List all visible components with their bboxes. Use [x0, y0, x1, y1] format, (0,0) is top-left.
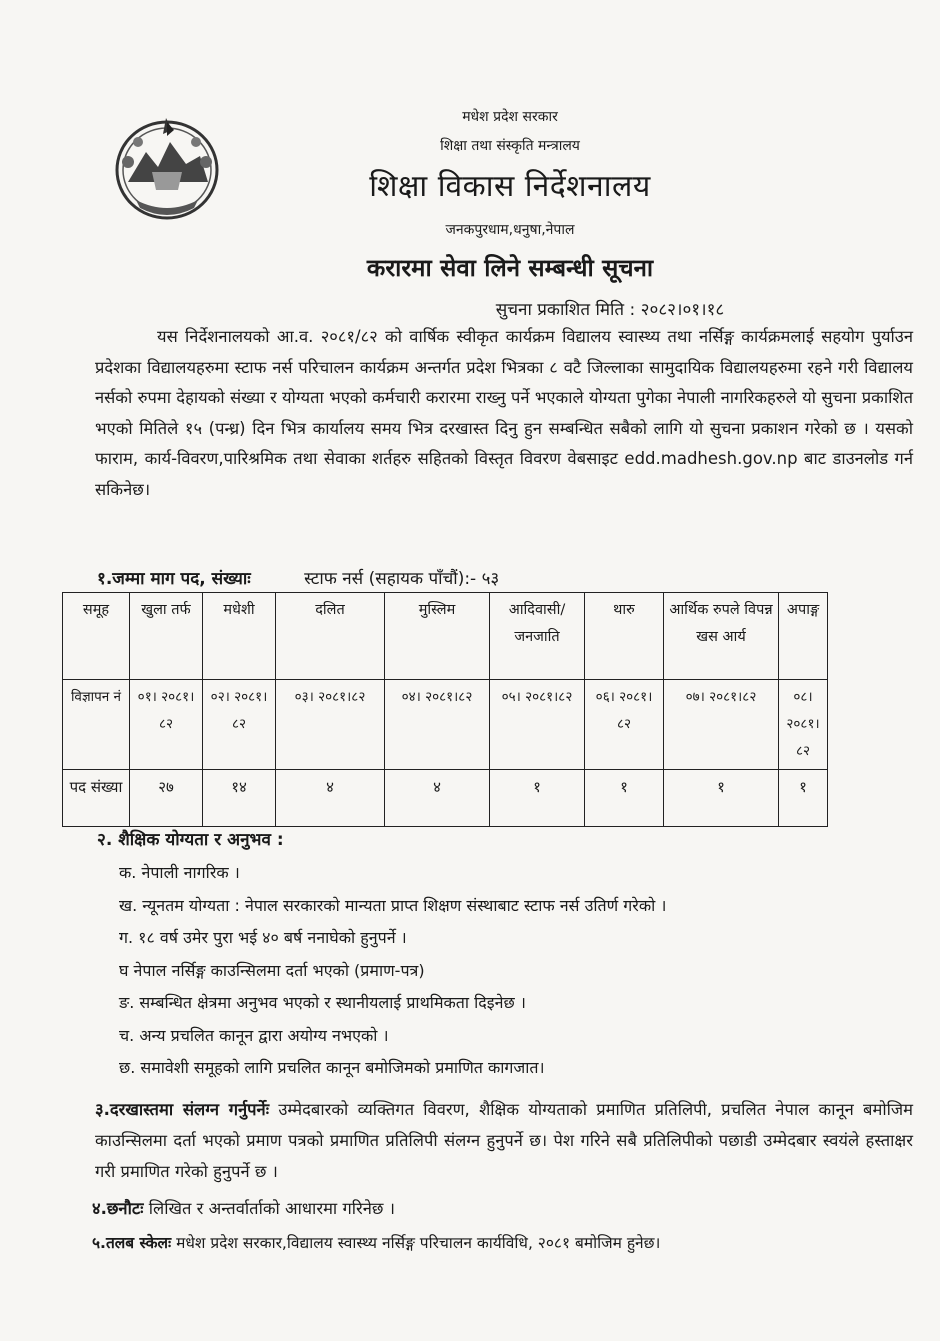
- table-row-label: पद संख्या: [63, 770, 130, 827]
- section5-text: मधेश प्रदेश सरकार,विद्यालय स्वास्थ्य नर्सिङ्ग परिचालन कार्यविधि, २०८१ बमोजिम हुनेछ।: [176, 1234, 661, 1252]
- table-cell: ४: [276, 770, 385, 827]
- table-header-row: [63, 593, 828, 680]
- table-cell: ०२। २०८१। ८२: [203, 680, 276, 770]
- table-header-cell: आर्थिक रुपले विपन्न खस आर्य: [664, 593, 779, 680]
- section3-text: उम्मेदबारको व्यक्तिगत विवरण, शैक्षिक योग्यताको प्रमाणित प्रतिलिपी, प्रचलित नेपाल कानून बमोजिम काउन्सिलमा दर्ता भएको प्रमाण पत्रको प्रमाणित प्रतिलिपी संलग्न हुनुपर्ने छ। पेश गरिने सबै प्रतिलिपीको पछाडी उम्मेदबार स्वयंले हस्ताक्षर गरी प्रमाणित गरेको हुनुपर्ने छ ।: [95, 1100, 914, 1181]
- qualification-list: [119, 858, 666, 1086]
- section-qualification-heading: २. शैक्षिक योग्यता र अनुभव :: [97, 830, 284, 850]
- section3-label: ३.दरखास्तमा संलग्न गर्नुपर्नेः: [95, 1100, 270, 1119]
- body-paragraph: यस निर्देशनालयको आ.व. २०८१/८२ को वार्षिक स्वीकृत कार्यक्रम विद्यालय स्वास्थ्य तथा नर्सिङ्ग कार्यक्रमलाई सहयोग पुर्याउन प्रदेशका विद्यालयहरुमा स्टाफ नर्स परिचालन कार्यक्रम अन्तर्गत प्रदेश भित्रका ८ वटै जिल्लाका सामुदायिक विद्यालयहरुमा रहने गरी विद्यालय नर्सको रुपमा देहायको संख्या र योग्यता भएको कर्मचारी करारमा राख्नु पर्ने भएकाले योग्यता पुगेका नेपाली नागरिकहरुले यो सुचना प्रकाशित भएको मितिले १५ (पन्ध्र) दिन भित्र कार्यालय समय भित्र दरखास्त दिनु हुन सम्बन्धित सबैको लागि यो सुचना प्रकाशन गरेको छ । यसको फाराम, कार्य-विवरण,पारिश्रमिक तथा सेवाका शर्तहरु सहितको विस्तृत विवरण वेबसाइट edd.madhesh.gov.np बाट डाउनलोड गर्न सकिनेछ।: [95, 327, 913, 499]
- section-posts-demand: [97, 566, 499, 589]
- office-name: शिक्षा विकास निर्देशनालय: [369, 169, 651, 204]
- list-item: ख. न्यूनतम योग्यता : नेपाल सरकारको मान्यता प्राप्त शिक्षण संस्थाबाट स्टाफ नर्स उतिर्ण गरेको ।: [119, 895, 667, 915]
- table-cell: ०५। २०८१।८२: [490, 680, 585, 770]
- section4-label: ४.छनौटः: [92, 1199, 144, 1218]
- table-header-cell: अपाङ्ग: [779, 593, 828, 680]
- section5-label: ५.तलब स्केलः: [92, 1234, 172, 1252]
- table-cell: १: [490, 770, 585, 827]
- table-cell: १: [664, 770, 779, 827]
- list-item: क. नेपाली नागरिक ।: [119, 863, 240, 882]
- table-cell: ४: [385, 770, 490, 827]
- table-header-cell: मुस्लिम: [385, 593, 490, 680]
- table-header-cell: खुला तर्फ: [130, 593, 203, 680]
- table-cell: ०८। २०८१। ८२: [779, 680, 828, 770]
- table-cell: ०३। २०८१।८२: [276, 680, 385, 770]
- table-row: [63, 770, 828, 827]
- section-selection: [92, 1196, 395, 1219]
- table-cell: ०६। २०८१। ८२: [585, 680, 664, 770]
- table-row-label: विज्ञापन नं: [63, 680, 130, 770]
- table-header-cell: आदिवासी/ जनजाति: [490, 593, 585, 680]
- section-attachments: [95, 1094, 913, 1187]
- table-cell: ०१। २०८१। ८२: [130, 680, 203, 770]
- table-row: [63, 680, 828, 770]
- section-salary-scale: [92, 1231, 660, 1253]
- list-item: घ नेपाल नर्सिङ्ग काउन्सिलमा दर्ता भएको (प्रमाण-पत्र): [119, 960, 425, 980]
- published-date: सुचना प्रकाशित मिति : २०८२।०१।१८: [495, 300, 725, 320]
- table-cell: ०७। २०८१।८२: [664, 680, 779, 770]
- section1-value: स्टाफ नर्स (सहायक पाँचौं):- ५३: [304, 569, 500, 589]
- list-item: ग. १८ वर्ष उमेर पुरा भई ४० बर्ष ननाघेको हुनुपर्ने ।: [119, 928, 407, 947]
- ministry-name: शिक्षा तथा संस्कृति मन्त्रालय: [440, 138, 580, 154]
- table-header-cell: समूह: [63, 593, 130, 680]
- notice-title: करारमा सेवा लिने सम्बन्धी सूचना: [366, 254, 654, 282]
- section1-label: १.जम्मा माग पद, संख्याः: [97, 569, 251, 589]
- table-header-cell: मधेशी: [203, 593, 276, 680]
- table-header-cell: थारु: [585, 593, 664, 680]
- list-item: ङ. सम्बन्धित क्षेत्रमा अनुभव भएको र स्थानीयलाई प्राथमिकता दिइनेछ ।: [119, 993, 526, 1012]
- section4-text: लिखित र अन्तर्वार्ताको आधारमा गरिनेछ ।: [148, 1199, 395, 1218]
- table-header-cell: दलित: [276, 593, 385, 680]
- table-cell: १४: [203, 770, 276, 827]
- table-cell: ०४। २०८१।८२: [385, 680, 490, 770]
- list-item: छ. समावेशी समूहको लागि प्रचलित कानून बमोजिमको प्रमाणित कागजात।: [119, 1058, 545, 1077]
- government-name: मधेश प्रदेश सरकार: [462, 109, 558, 125]
- posts-table: [62, 592, 828, 827]
- office-address: जनकपुरधाम,धनुषा,नेपाल: [445, 222, 575, 238]
- table-cell: २७: [130, 770, 203, 827]
- table-cell: १: [779, 770, 828, 827]
- list-item: च. अन्य प्रचलित कानून द्वारा अयोग्य नभएको ।: [119, 1025, 389, 1045]
- table-cell: १: [585, 770, 664, 827]
